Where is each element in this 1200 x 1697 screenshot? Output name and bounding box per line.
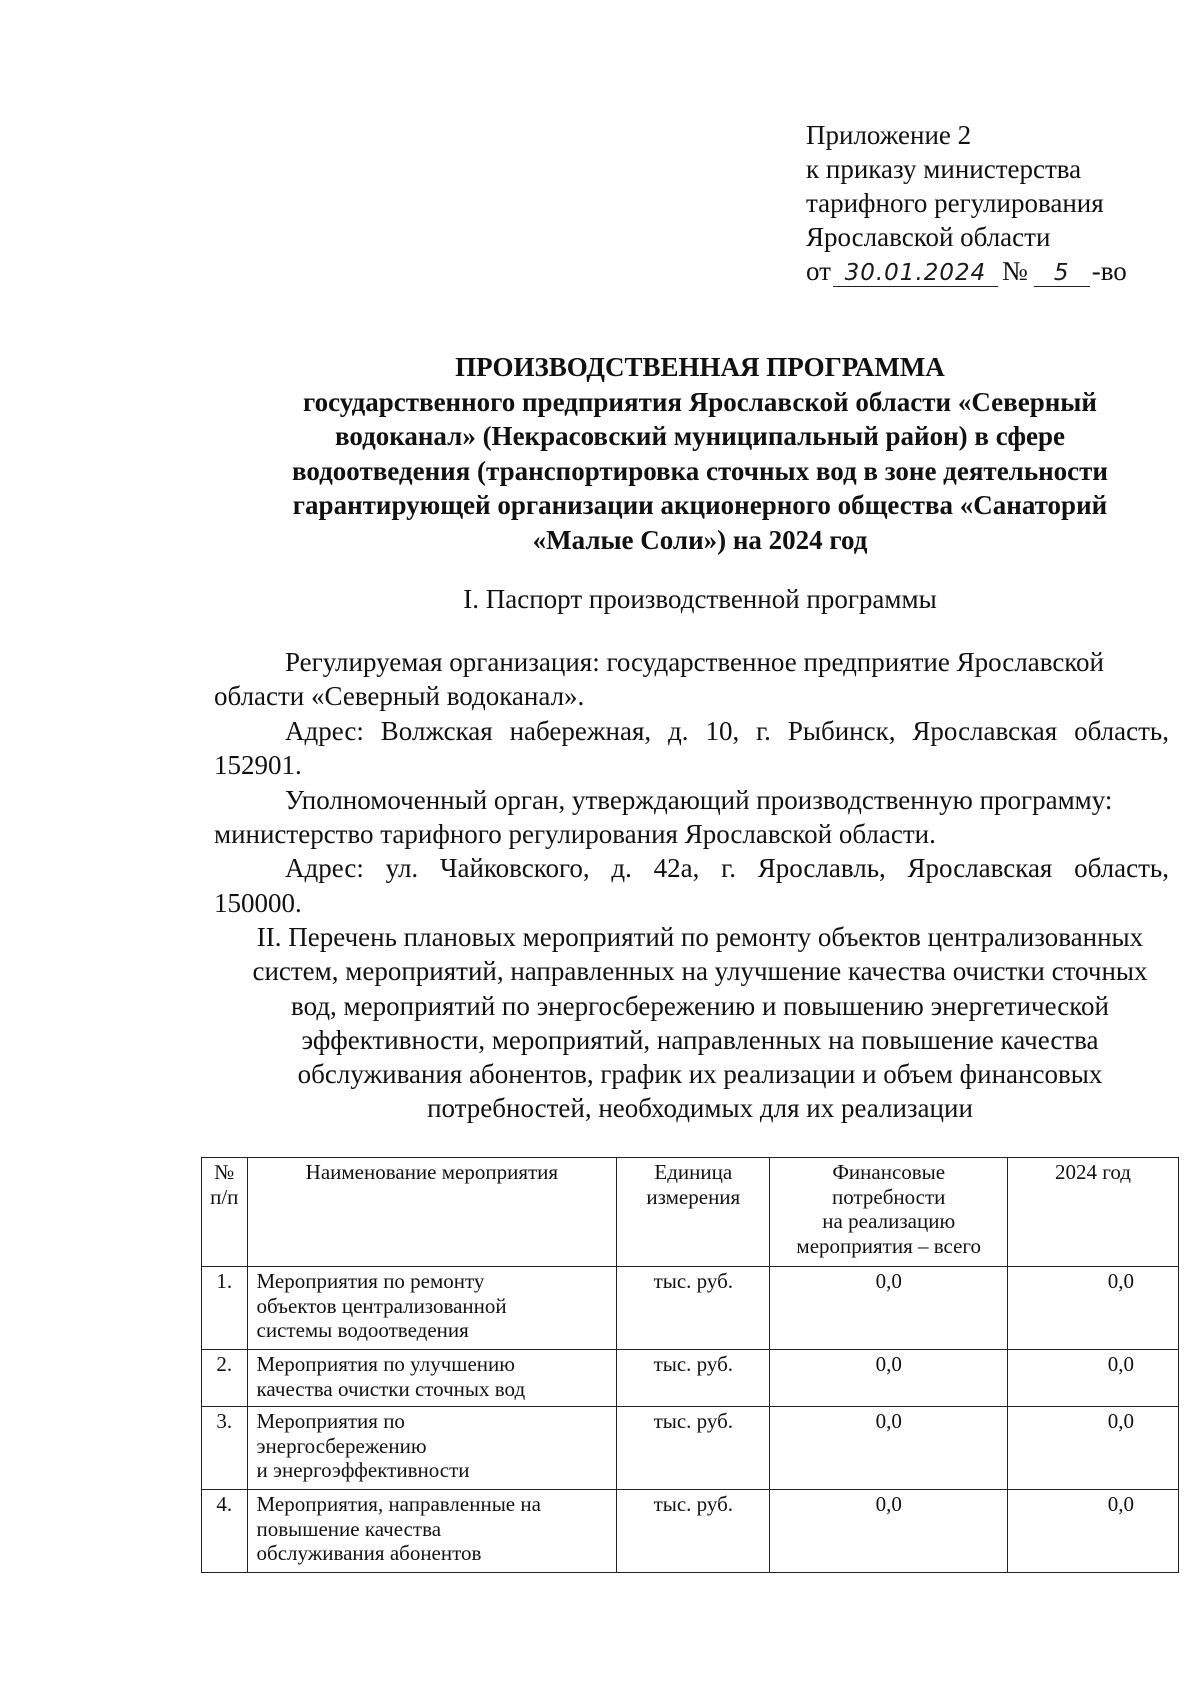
table-row [202, 1350, 1179, 1407]
row-unit: тыс. руб. [617, 1267, 770, 1350]
row-number: 1. [202, 1267, 248, 1350]
handwritten-date: 30.01.2024 [833, 260, 998, 287]
title-line-2: государственного предприятия Ярославской области «Северный [303, 386, 1097, 417]
section-2-heading [212, 920, 1188, 1126]
row-total: 0,0 [770, 1490, 1008, 1573]
section-2-line-6: потребностей, необходимых для их реализации [427, 1093, 973, 1124]
section-2-line-2: систем, мероприятий, направленных на улучшение качества очистки сточных [252, 956, 1148, 987]
section-2-line-5: обслуживания абонентов, график их реализации и объем финансовых [297, 1059, 1103, 1090]
from-label: от [806, 256, 831, 286]
row-number: 2. [202, 1350, 248, 1407]
appendix-date-line [806, 254, 1127, 288]
row-unit: тыс. руб. [617, 1350, 770, 1407]
table-row [202, 1407, 1179, 1490]
header-fin-line-4: мероприятия – всего [796, 1233, 982, 1258]
measures-table [201, 1157, 1179, 1573]
row-year-value: 0,0 [1008, 1407, 1179, 1490]
row-measure-name [247, 1490, 617, 1573]
header-fin-line-2: потребности [832, 1184, 946, 1209]
appendix-order-ref: к приказу министерства [806, 154, 1082, 184]
row-measure-name [247, 1350, 617, 1407]
section-2-line-1: II. Перечень плановых мероприятий по ремонту объектов централизованных [256, 922, 1144, 952]
passport-org-line-1: Регулируемая организация: государственное предприятие Ярославской [285, 647, 1105, 677]
header-year: 2024 год [1008, 1158, 1179, 1267]
passport-address-line-2: 152901. [214, 750, 302, 781]
measure-name-line: объектов централизованной [256, 1293, 507, 1318]
measure-name-line: и энергоэффективности [256, 1458, 470, 1482]
document-title [240, 350, 1160, 557]
passport-authority-address-line-2: 150000. [214, 887, 302, 918]
header-measure-name: Наименование мероприятия [247, 1158, 617, 1267]
header-fin-line-3: на реализацию [822, 1209, 956, 1233]
number-suffix: -во [1091, 256, 1127, 286]
passport-authority-line-2: министерство тарифного регулирования Ярославской области. [214, 819, 936, 850]
passport-section [214, 645, 1169, 920]
passport-authority-line-1: Уполномоченный орган, утверждающий производственную программу: [285, 784, 1113, 815]
measure-name-line: Мероприятия по ремонту [256, 1269, 485, 1293]
appendix-ministry: тарифного регулирования [806, 188, 1104, 218]
row-year-value: 0,0 [1008, 1350, 1179, 1407]
row-number: 3. [202, 1407, 248, 1490]
title-line-4: водоотведения (транспортировка сточных вод в зоне деятельности [292, 455, 1108, 486]
section-1-heading: I. Паспорт производственной программы [463, 584, 937, 614]
measure-name-line: системы водоотведения [256, 1318, 469, 1342]
measure-name-line: Мероприятия по [256, 1409, 405, 1433]
title-line-3: водоканал» (Некрасовский муниципальный район) в сфере [334, 421, 1066, 451]
row-measure-name [247, 1407, 617, 1490]
handwritten-number: 5 [1034, 260, 1090, 287]
header-fin-line-1: Финансовые [832, 1160, 946, 1184]
measure-name-line: качества очистки сточных вод [256, 1376, 526, 1401]
header-unit-line-1: Единица [654, 1160, 733, 1184]
row-unit: тыс. руб. [617, 1490, 770, 1573]
header-number [202, 1158, 248, 1267]
table-header-row [202, 1158, 1179, 1267]
row-year-value: 0,0 [1008, 1267, 1179, 1350]
header-unit [617, 1158, 770, 1267]
number-label: № [1001, 256, 1028, 286]
section-2-line-4: эффективности, мероприятий, направленных на повышение качества [301, 1024, 1099, 1055]
title-line-6: «Малые Соли») на 2024 год [532, 524, 868, 555]
measure-name-line: Мероприятия, направленные на [256, 1492, 541, 1516]
row-unit: тыс. руб. [617, 1407, 770, 1490]
row-year-value: 0,0 [1008, 1490, 1179, 1573]
row-total: 0,0 [770, 1267, 1008, 1350]
passport-org-line-2: области «Северный водоканал». [214, 681, 585, 712]
row-total: 0,0 [770, 1407, 1008, 1490]
appendix-region: Ярославской области [806, 222, 1051, 252]
passport-address-line-1: Адрес: Волжская набережная, д. 10, г. Рыбинск, Ярославская область, [285, 715, 1169, 746]
table-row [202, 1267, 1179, 1350]
row-number: 4. [202, 1490, 248, 1573]
measure-name-line: Мероприятия по улучшению [256, 1352, 515, 1376]
header-unit-line-2: измерения [646, 1184, 741, 1209]
row-total: 0,0 [770, 1350, 1008, 1407]
row-measure-name [247, 1267, 617, 1350]
header-number-line-1: № [214, 1160, 235, 1184]
header-financial-needs [770, 1158, 1008, 1267]
appendix-title: Приложение 2 [806, 120, 972, 150]
header-number-line-2: п/п [210, 1184, 239, 1209]
title-line-5: гарантирующей организации акционерного общества «Санаторий [292, 490, 1108, 520]
table-row [202, 1490, 1179, 1573]
title-line-1: ПРОИЗВОДСТВЕННАЯ ПРОГРАММА [455, 352, 945, 382]
appendix-block [806, 118, 1127, 288]
measure-name-line: энергосбережению [256, 1433, 427, 1458]
measure-name-line: обслуживания абонентов [256, 1541, 482, 1565]
measure-name-line: повышение качества [256, 1516, 442, 1541]
section-2-line-3: вод, мероприятий по энергосбережению и повышению энергетической [291, 990, 1109, 1021]
passport-authority-address-line-1: Адрес: ул. Чайковского, д. 42а, г. Ярославль, Ярославская область, [285, 853, 1169, 884]
